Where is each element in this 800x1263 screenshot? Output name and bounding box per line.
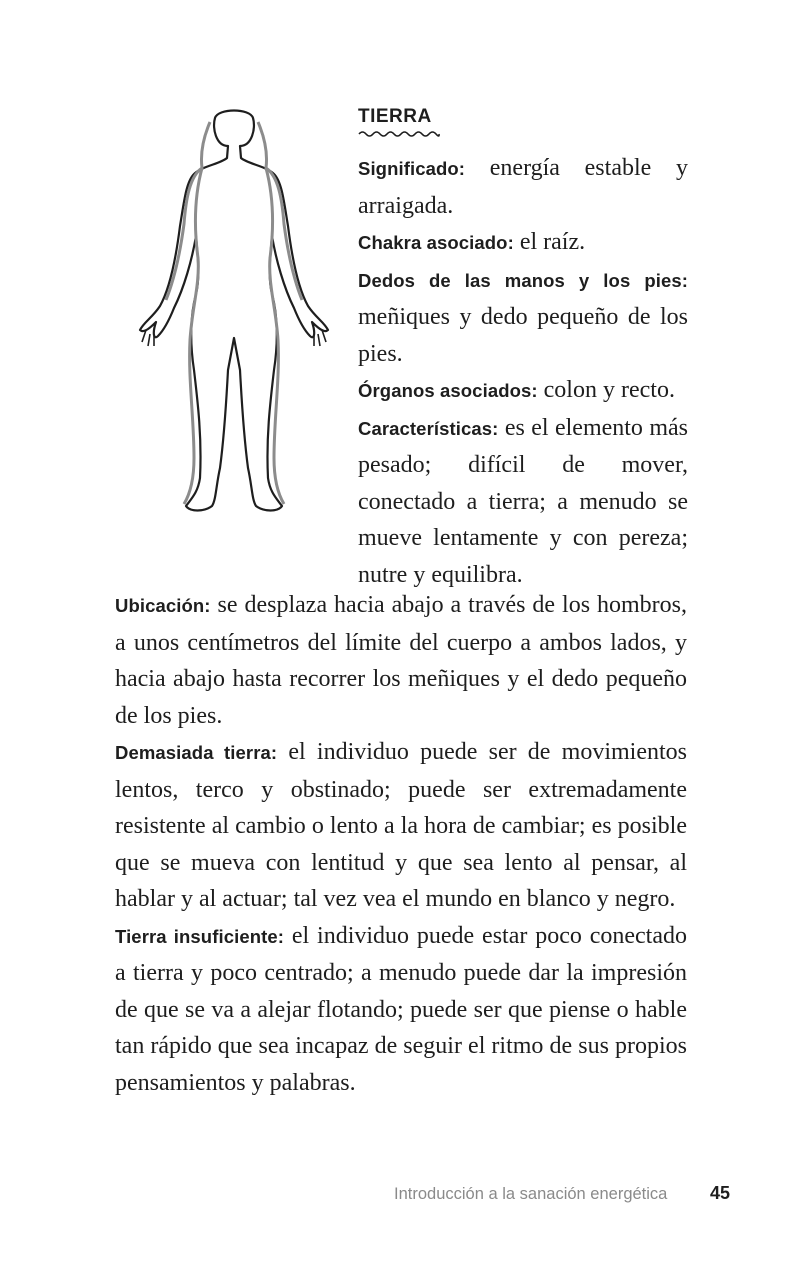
page-number: 45 bbox=[709, 1183, 730, 1203]
element-description bbox=[358, 100, 688, 593]
entry-insufficient-earth: Tierra insuficiente: el individuo puede estar poco conectado a tierra y poco centrado; a menudo puede dar la impresión de que se va a alejar flotando; puede ser que piense o hable tan rápido que sea incapaz de seguir el ritmo de sus propios pensamientos y palabras. bbox=[115, 922, 687, 1096]
entry-organs: Órganos asociados: colon y recto. bbox=[358, 377, 675, 403]
page-footer bbox=[394, 1183, 730, 1204]
full-width-entries bbox=[115, 587, 687, 1101]
section-heading: TIERRA bbox=[358, 106, 432, 127]
entry-chakra: Chakra asociado: el raíz. bbox=[358, 229, 586, 255]
running-footer-title: Introducción a la sanación energética bbox=[394, 1185, 668, 1203]
entry-fingers-toes: Dedos de las manos y los pies: meñiques y dedo pequeño de los pies. bbox=[358, 269, 688, 367]
entry-meaning: Significado: energía estable y arraigada. bbox=[358, 155, 688, 219]
human-body-outline-icon bbox=[128, 108, 340, 520]
entry-location: Ubicación: se desplaza hacia abajo a través de los hombros, a unos centímetros del límite del cuerpo a ambos lados, y hacia abajo hasta recorrer los meñiques y el dedo pequeño de los pies. bbox=[115, 592, 687, 729]
entry-characteristics: Características: es el elemento más pesado; difícil de mover, conectado a tierra; a menudo se mueve lentamente y con pereza; nutre y equilibra. bbox=[358, 414, 688, 588]
entry-too-much-earth: Demasiada tierra: el individuo puede ser de movimientos lentos, terco y obstinado; puede ser extremadamente resistente al cambio o lento a la hora de cambiar; es posible que se mueva con lentitud y que sea lento al pensar, al hablar y al actuar; tal vez vea el mundo en blanco y negro. bbox=[115, 739, 687, 912]
